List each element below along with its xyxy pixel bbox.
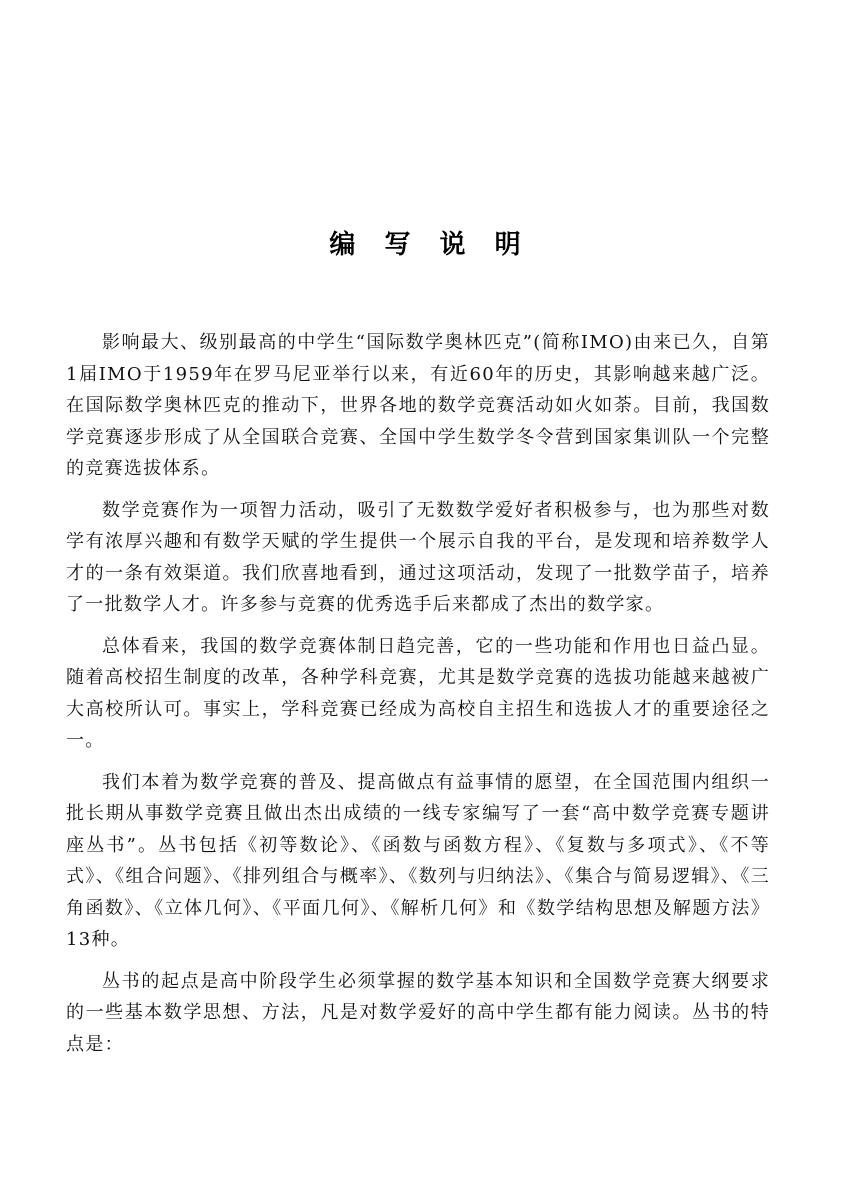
paragraph: 总体看来，我国的数学竞赛体制日趋完善，它的一些功能和作用也日益凸显。随着高校招生制度的改革，各种学科竞赛，尤其是数学竞赛的选拔功能越来越被广大高校所认可。事实上，学科竞赛已经成为高校自主招生和选拔人才的重要途径之一。 bbox=[66, 635, 770, 751]
paragraph: 我们本着为数学竞赛的普及、提高做点有益事情的愿望，在全国范围内组织一批长期从事数学竞赛且做出杰出成绩的一线专家编写了一套“高中数学竞赛专题讲座丛书”。丛书包括《初等数论》、《函数与函数方程》、《复数与多项式》、《不等式》、《组合问题》、《排列组合与概率》、《数列与归纳法》、《集合与简易逻辑》、《三角函数》、《立体几何》、《平面几何》、《解析几何》和《数学结构思想及解题方法》13种。 bbox=[66, 771, 770, 950]
paragraph: 数学竞赛作为一项智力活动，吸引了无数数学爱好者积极参与，也为那些对数学有浓厚兴趣和有数学天赋的学生提供一个展示自我的平台，是发现和培养数学人才的一条有效渠道。我们欣喜地看到，通过这项活动，发现了一批数学苗子，培养了一批数学人才。许多参与竞赛的优秀选手后来都成了杰出的数学家。 bbox=[66, 499, 770, 615]
paragraph: 影响最大、级别最高的中学生“国际数学奥林匹克”(简称IMO)由来已久，自第1届IMO于1959年在罗马尼亚举行以来，有近60年的历史，其影响越来越广泛。在国际数学奥林匹克的推动下，世界各地的数学竞赛活动如火如荼。目前，我国数学竞赛逐步形成了从全国联合竞赛、全国中学生数学冬令营到国家集训队一个完整的竞赛选拔体系。 bbox=[66, 332, 770, 479]
paragraph: 丛书的起点是高中阶段学生必须掌握的数学基本知识和全国数学竞赛大纲要求的一些基本数学思想、方法，凡是对数学爱好的高中学生都有能力阅读。丛书的特点是： bbox=[66, 970, 770, 1055]
body-text bbox=[66, 327, 770, 1070]
page-title: 编 写 说 明 bbox=[329, 230, 531, 261]
